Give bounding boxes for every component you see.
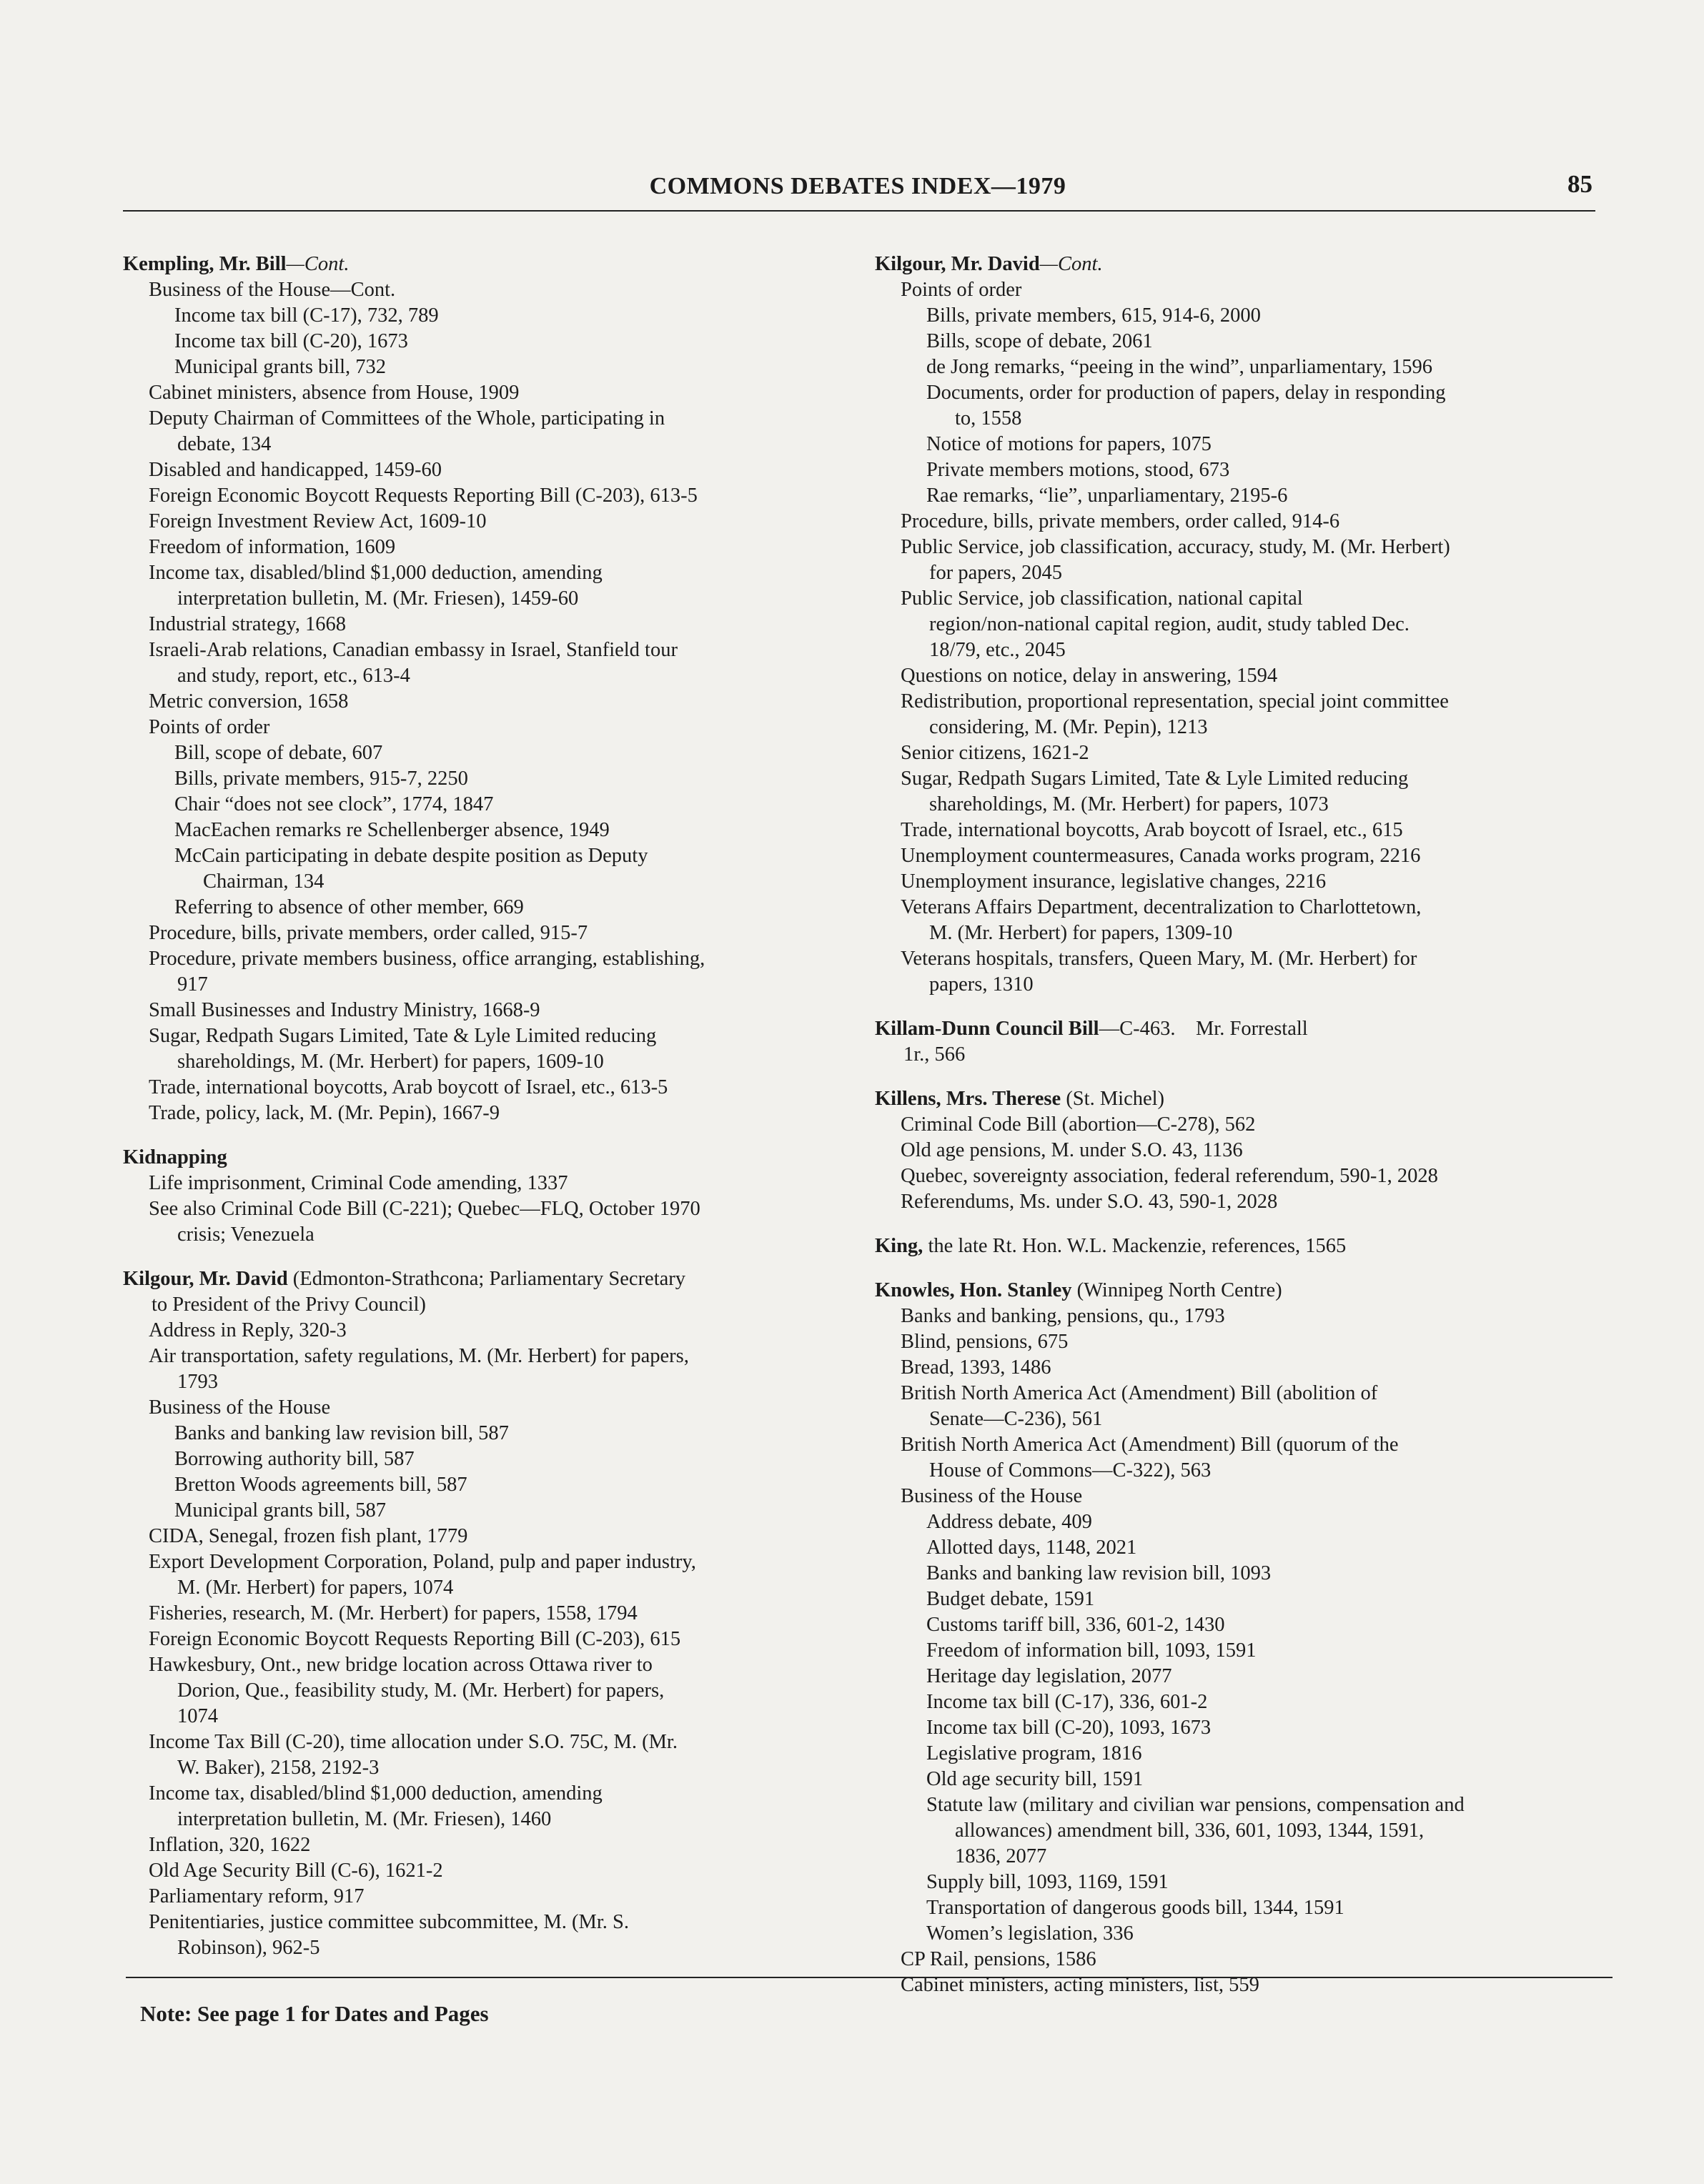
subentry-continuation: shareholdings, M. (Mr. Herbert) for papers, 1609-10 — [177, 1051, 604, 1073]
entry-heading-line — [123, 1145, 881, 1171]
subentry: Industrial strategy, 1668 — [149, 613, 346, 635]
subentry: Fisheries, research, M. (Mr. Herbert) for papers, 1558, 1794 — [149, 1602, 638, 1624]
subentry: Israeli-Arab relations, Canadian embassy in Israel, Stanfield tour — [149, 639, 678, 661]
entry-heading: Knowles, Hon. Stanley — [875, 1279, 1072, 1301]
subentry: Points of order — [901, 279, 1022, 301]
subentry-continuation: House of Commons—C-322), 563 — [929, 1459, 1212, 1481]
subentry: Bretton Woods agreements bill, 587 — [174, 1474, 467, 1496]
subentry: Procedure, bills, private members, order called, 914-6 — [901, 510, 1340, 532]
entry-heading: Killens, Mrs. Therese — [875, 1088, 1061, 1110]
subentry: Procedure, bills, private members, order called, 915-7 — [149, 922, 588, 944]
entry-heading-note: —C-463. Mr. Forrestall — [1099, 1018, 1308, 1040]
subentry: Income tax bill (C-17), 336, 601-2 — [926, 1691, 1208, 1713]
subentry: Women’s legislation, 336 — [926, 1922, 1134, 1945]
subentry: Allotted days, 1148, 2021 — [926, 1537, 1137, 1559]
subentry: Deputy Chairman of Committees of the Whole, participating in — [149, 407, 665, 430]
entry-heading: Killam-Dunn Council Bill — [875, 1018, 1099, 1040]
subentry: McCain participating in debate despite position as Deputy — [174, 845, 648, 867]
subentry: Freedom of information, 1609 — [149, 536, 396, 558]
entry-continued-marker: —Cont. — [1039, 253, 1103, 275]
subentry: Transportation of dangerous goods bill, 1344, 1591 — [926, 1897, 1344, 1919]
index-entry — [875, 1016, 1654, 1068]
subentry: Parliamentary reform, 917 — [149, 1885, 365, 1907]
subentry: Veterans hospitals, transfers, Queen Mary, M. (Mr. Herbert) for — [901, 948, 1417, 970]
subentry: See also Criminal Code Bill (C-221); Quebec—FLQ, October 1970 — [149, 1198, 700, 1220]
subentry-continuation: Chairman, 134 — [203, 870, 325, 893]
subentry: Small Businesses and Industry Ministry, 1668-9 — [149, 999, 540, 1021]
entry-heading-line — [875, 1234, 1654, 1259]
entry-heading-note: (Winnipeg North Centre) — [1071, 1279, 1282, 1301]
entry-heading-note: (Edmonton-Strathcona; Parliamentary Secretary — [287, 1268, 686, 1290]
subentry: Bills, private members, 615, 914-6, 2000 — [926, 304, 1261, 327]
subentry: Chair “does not see clock”, 1774, 1847 — [174, 793, 494, 815]
subentry: CIDA, Senegal, frozen fish plant, 1779 — [149, 1525, 468, 1547]
entry-heading-line — [123, 252, 881, 277]
index-entry — [875, 252, 1654, 998]
subentry: Customs tariff bill, 336, 601-2, 1430 — [926, 1614, 1225, 1636]
entry-heading: King, — [875, 1235, 923, 1257]
subentry: Old age security bill, 1591 — [926, 1768, 1144, 1790]
subentry: Income tax bill (C-17), 732, 789 — [174, 304, 439, 327]
index-entry — [123, 1266, 881, 1961]
subentry-continuation: interpretation bulletin, M. (Mr. Friesen), 1460 — [177, 1808, 552, 1830]
index-entry — [875, 1278, 1654, 1998]
subentry: Statute law (military and civilian war pensions, compensation and — [926, 1794, 1465, 1816]
subentry: Unemployment countermeasures, Canada works program, 2216 — [901, 845, 1421, 867]
subentry-continuation: interpretation bulletin, M. (Mr. Friesen), 1459-60 — [177, 587, 579, 610]
footer-note: Note: See page 1 for Dates and Pages — [140, 2001, 489, 2026]
subentry-continuation: 917 — [177, 973, 208, 996]
subentry: Criminal Code Bill (abortion—C-278), 562 — [901, 1113, 1256, 1136]
subentry: Address in Reply, 320-3 — [149, 1319, 347, 1341]
subentry: Bill, scope of debate, 607 — [174, 742, 383, 764]
entry-continued-marker: —Cont. — [286, 253, 350, 275]
entry-heading-line — [875, 1278, 1654, 1304]
subentry: Cabinet ministers, acting ministers, list, 559 — [901, 1974, 1259, 1996]
subentry: Penitentiaries, justice committee subcommittee, M. (Mr. S. — [149, 1911, 630, 1933]
subentry: Referendums, Ms. under S.O. 43, 590-1, 2028 — [901, 1191, 1278, 1213]
subentry: Banks and banking, pensions, qu., 1793 — [901, 1305, 1225, 1327]
subentry: Income Tax Bill (C-20), time allocation under S.O. 75C, M. (Mr. — [149, 1731, 678, 1753]
subentry-continuation: region/non-national capital region, audit, study tabled Dec. — [929, 613, 1410, 635]
subentry: CP Rail, pensions, 1586 — [901, 1948, 1096, 1970]
index-column-left — [123, 252, 881, 1980]
subentry: Senior citizens, 1621-2 — [901, 742, 1089, 764]
subentry: Address debate, 409 — [926, 1511, 1092, 1533]
subentry: Private members motions, stood, 673 — [926, 459, 1230, 481]
subentry: Cabinet ministers, absence from House, 1909 — [149, 382, 520, 404]
index-entry — [875, 1086, 1654, 1215]
subentry: Bread, 1393, 1486 — [901, 1356, 1051, 1379]
footer-rule — [126, 1977, 1613, 1978]
subentry: Municipal grants bill, 732 — [174, 356, 387, 378]
entry-heading-note: (St. Michel) — [1061, 1088, 1165, 1110]
subentry-continuation: for papers, 2045 — [929, 562, 1062, 584]
subentry: Life imprisonment, Criminal Code amending, 1337 — [149, 1172, 568, 1194]
page-title: COMMONS DEBATES INDEX—1979 — [649, 173, 1066, 199]
subentry: Notice of motions for papers, 1075 — [926, 433, 1212, 455]
subentry: Banks and banking law revision bill, 587 — [174, 1422, 509, 1444]
page-header — [123, 167, 1592, 210]
subentry-continuation: shareholdings, M. (Mr. Herbert) for papers, 1073 — [929, 793, 1329, 815]
subentry-continuation: 18/79, etc., 2045 — [929, 639, 1066, 661]
subentry: Questions on notice, delay in answering, 1594 — [901, 665, 1278, 687]
subentry: Rae remarks, “lie”, unparliamentary, 2195-6 — [926, 485, 1288, 507]
subentry: Trade, international boycotts, Arab boycott of Israel, etc., 615 — [901, 819, 1403, 841]
entry-heading-line — [875, 1086, 1654, 1112]
subentry: Banks and banking law revision bill, 1093 — [926, 1562, 1272, 1584]
subentry: Quebec, sovereignty association, federal referendum, 590-1, 2028 — [901, 1165, 1438, 1187]
subentry: Referring to absence of other member, 669 — [174, 896, 524, 918]
subentry: Income tax, disabled/blind $1,000 deduction, amending — [149, 562, 603, 584]
subentry: Business of the House — [149, 1396, 331, 1419]
subentry-continuation: Senate—C-236), 561 — [929, 1408, 1103, 1430]
index-entry — [123, 252, 881, 1126]
subentry-continuation: to, 1558 — [955, 407, 1022, 430]
header-rule — [123, 210, 1595, 212]
subentry: Hawkesbury, Ont., new bridge location across Ottawa river to — [149, 1654, 653, 1676]
entry-heading: Kempling, Mr. Bill — [123, 253, 287, 275]
index-entry — [123, 1145, 881, 1248]
subentry: Unemployment insurance, legislative changes, 2216 — [901, 870, 1327, 893]
subentry: Business of the House — [901, 1485, 1083, 1507]
subentry: de Jong remarks, “peeing in the wind”, unparliamentary, 1596 — [926, 356, 1433, 378]
subentry: Inflation, 320, 1622 — [149, 1834, 311, 1856]
subentry: Sugar, Redpath Sugars Limited, Tate & Lyle Limited reducing — [901, 768, 1409, 790]
subentry: Supply bill, 1093, 1169, 1591 — [926, 1871, 1169, 1893]
subentry-continuation: allowances) amendment bill, 336, 601, 1093, 1344, 1591, — [955, 1820, 1425, 1842]
subentry: Municipal grants bill, 587 — [174, 1499, 387, 1522]
subentry: Bills, private members, 915-7, 2250 — [174, 768, 468, 790]
subentry: Metric conversion, 1658 — [149, 690, 349, 713]
subentry: Borrowing authority bill, 587 — [174, 1448, 415, 1470]
entry-heading: Kilgour, Mr. David — [875, 253, 1040, 275]
subentry: Income tax bill (C-20), 1673 — [174, 330, 408, 352]
subentry: Public Service, job classification, national capital — [901, 587, 1303, 610]
index-column-right — [875, 252, 1654, 2017]
subentry-continuation: 1074 — [177, 1705, 218, 1727]
subentry: Foreign Economic Boycott Requests Reporting Bill (C-203), 613-5 — [149, 485, 698, 507]
subentry: Trade, policy, lack, M. (Mr. Pepin), 1667-9 — [149, 1102, 500, 1124]
subentry: Bills, scope of debate, 2061 — [926, 330, 1153, 352]
subentry: Budget debate, 1591 — [926, 1588, 1095, 1610]
subentry-continuation: debate, 134 — [177, 433, 272, 455]
entry-heading-line — [875, 252, 1654, 277]
subentry: British North America Act (Amendment) Bill (abolition of — [901, 1382, 1378, 1404]
subentry: Legislative program, 1816 — [926, 1742, 1142, 1764]
subentry-continuation: 1836, 2077 — [955, 1845, 1047, 1867]
subentry: Public Service, job classification, accuracy, study, M. (Mr. Herbert) — [901, 536, 1450, 558]
subentry-continuation: 1793 — [177, 1371, 218, 1393]
subentry-continuation: M. (Mr. Herbert) for papers, 1309-10 — [929, 922, 1233, 944]
subentry: Foreign Investment Review Act, 1609-10 — [149, 510, 487, 532]
subentry: Export Development Corporation, Poland, pulp and paper industry, — [149, 1551, 696, 1573]
subentry: British North America Act (Amendment) Bill (quorum of the — [901, 1434, 1399, 1456]
subentry: Old age pensions, M. under S.O. 43, 1136 — [901, 1139, 1243, 1161]
subentry: Income tax, disabled/blind $1,000 deduction, amending — [149, 1782, 603, 1805]
subentry: Redistribution, proportional representation, special joint committee — [901, 690, 1449, 713]
subentry-continuation: papers, 1310 — [929, 973, 1034, 996]
subentry: Disabled and handicapped, 1459-60 — [149, 459, 442, 481]
entry-heading-line — [123, 1266, 881, 1292]
subentry-continuation: crisis; Venezuela — [177, 1223, 314, 1246]
subentry: Business of the House—Cont. — [149, 279, 396, 301]
subentry-continuation: 1r., 566 — [903, 1043, 966, 1066]
subentry-continuation: to President of the Privy Council) — [152, 1294, 426, 1316]
subentry: Heritage day legislation, 2077 — [926, 1665, 1172, 1687]
subentry-continuation: and study, report, etc., 613-4 — [177, 665, 410, 687]
subentry: Points of order — [149, 716, 270, 738]
subentry-continuation: W. Baker), 2158, 2192-3 — [177, 1757, 380, 1779]
subentry: Veterans Affairs Department, decentralization to Charlottetown, — [901, 896, 1422, 918]
entry-heading-note: the late Rt. Hon. W.L. Mackenzie, references, 1565 — [923, 1235, 1347, 1257]
subentry: Sugar, Redpath Sugars Limited, Tate & Lyle Limited reducing — [149, 1025, 657, 1047]
subentry-continuation: considering, M. (Mr. Pepin), 1213 — [929, 716, 1208, 738]
subentry: Income tax bill (C-20), 1093, 1673 — [926, 1717, 1212, 1739]
entry-heading: Kidnapping — [123, 1146, 227, 1168]
index-entry — [875, 1234, 1654, 1259]
subentry: Foreign Economic Boycott Requests Reporting Bill (C-203), 615 — [149, 1628, 681, 1650]
subentry: Documents, order for production of papers, delay in responding — [926, 382, 1446, 404]
subentry: Procedure, private members business, office arranging, establishing, — [149, 948, 705, 970]
entry-heading: Kilgour, Mr. David — [123, 1268, 288, 1290]
subentry: Freedom of information bill, 1093, 1591 — [926, 1639, 1257, 1662]
page-number: 85 — [1567, 170, 1592, 198]
subentry: Air transportation, safety regulations, M. (Mr. Herbert) for papers, — [149, 1345, 689, 1367]
subentry-continuation: Dorion, Que., feasibility study, M. (Mr. Herbert) for papers, — [177, 1679, 665, 1702]
subentry: MacEachen remarks re Schellenberger absence, 1949 — [174, 819, 610, 841]
subentry-continuation: Robinson), 962-5 — [177, 1937, 320, 1959]
entry-heading-line — [875, 1016, 1654, 1042]
subentry: Blind, pensions, 675 — [901, 1331, 1069, 1353]
subentry: Trade, international boycotts, Arab boycott of Israel, etc., 613-5 — [149, 1076, 668, 1098]
subentry: Old Age Security Bill (C-6), 1621-2 — [149, 1860, 443, 1882]
subentry-continuation: M. (Mr. Herbert) for papers, 1074 — [177, 1577, 454, 1599]
